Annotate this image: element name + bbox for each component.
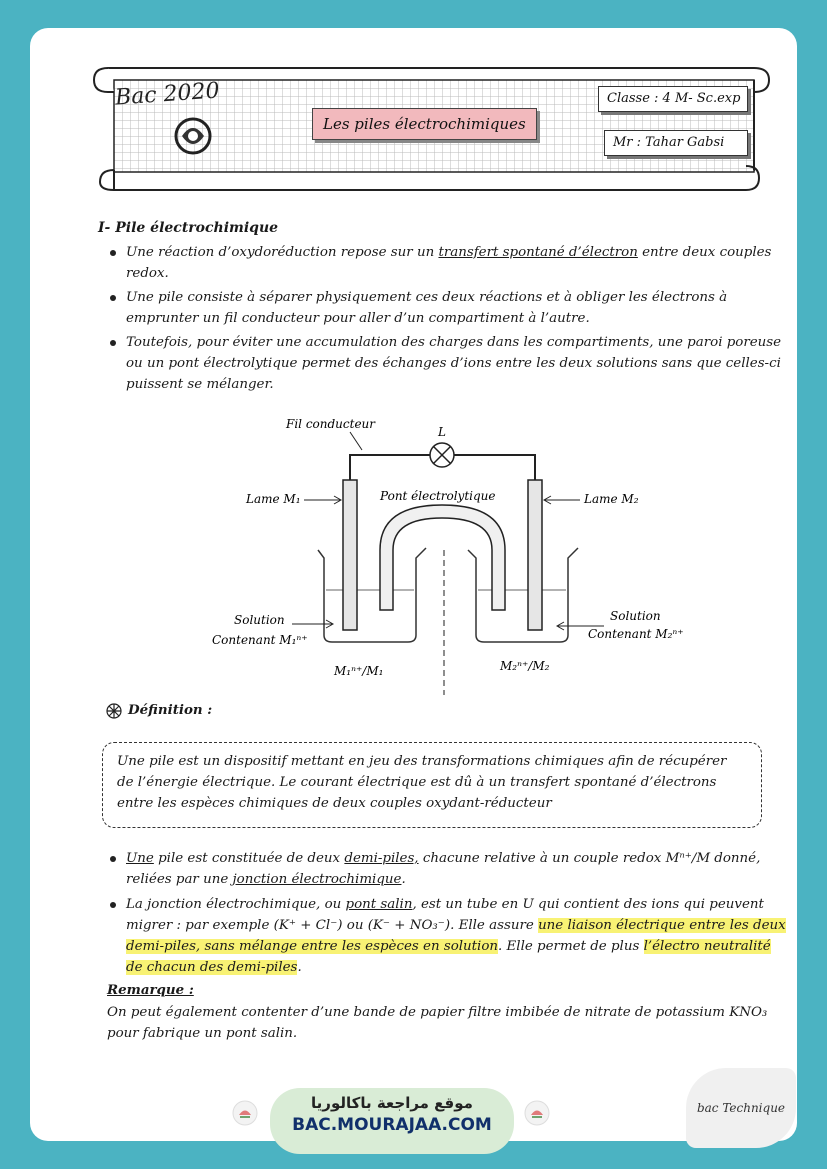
site-logo-icon: [232, 1100, 258, 1126]
conducting-wire: [350, 455, 430, 480]
right-solution-content: Contenant M₂ⁿ⁺: [588, 627, 684, 641]
bridge-label: Pont électrolytique: [380, 489, 496, 503]
bullet-text: pile est constituée de deux: [153, 851, 345, 866]
bullet-text: .: [401, 872, 406, 887]
underlined-text: jonction électrochimique: [232, 872, 402, 887]
pinwheel-icon: [106, 703, 122, 719]
footer-arabic-title: موقع مراجعة باكالوريا: [311, 1094, 473, 1112]
remarque-title: Remarque :: [107, 982, 194, 998]
section-title: I- Pile électrochimique: [98, 220, 279, 236]
bullet-text: Une pile consiste à séparer physiquement ces deux réactions et à obliger les électrons à emprunter un fil conducteur pour aller d’un compartiment à l’autre.: [126, 290, 728, 326]
left-solution-label: Solution: [234, 613, 285, 627]
lamp-label: L: [438, 425, 446, 439]
class-label: Classe : 4 M- Sc.exp: [598, 86, 748, 112]
left-solution-content: Contenant M₁ⁿ⁺: [212, 633, 308, 647]
teacher-label: Mr : Tahar Gabsi: [604, 130, 748, 156]
bullet-text: entre deux couples redox.: [126, 245, 772, 281]
intro-bullets: [108, 242, 788, 395]
bullet-text: chacune relative à un couple redox Mⁿ⁺/M donné, reliées par une: [126, 851, 761, 887]
right-plate: [528, 480, 542, 630]
definition-box: [102, 742, 762, 828]
list-item: [108, 894, 788, 978]
wire-label: Fil conducteur: [286, 417, 376, 431]
school-emblem-icon: [172, 116, 214, 156]
highlighted-text: une liaison électrique entre les deux demi-piles, sans mélange entre les espèces en solution: [126, 918, 786, 954]
bullet-text: Une réaction d’oxydoréduction repose sur un: [126, 245, 439, 260]
right-plate-label: Lame M₂: [584, 492, 639, 506]
list-item: [108, 848, 788, 890]
site-logo-icon: [524, 1100, 550, 1126]
electrochemical-cell-diagram: [200, 410, 720, 695]
bullet-text: . Elle permet de plus: [498, 939, 644, 954]
bullet-text: La jonction électrochimique, ou: [126, 897, 346, 912]
list-item: [108, 287, 788, 329]
list-item: [108, 242, 788, 284]
right-couple-label: M₂ⁿ⁺/M₂: [500, 659, 550, 673]
detail-bullets: [108, 848, 788, 978]
left-couple-label: M₁ⁿ⁺/M₁: [334, 664, 384, 678]
left-plate: [343, 480, 357, 630]
bullet-text: , est un tube en U qui contient des ions qui peuvent migrer : par exemple (K⁺ + Cl⁻) ou (K⁻ + NO₃⁻). Elle assure: [126, 897, 764, 933]
page-title: Les piles électrochimiques: [312, 108, 537, 140]
bullet-text: .: [297, 960, 302, 975]
underlined-text: pont salin: [345, 897, 413, 912]
footer-url-link[interactable]: BAC.MOURAJAA.COM: [292, 1115, 492, 1135]
definition-title: Définition :: [128, 702, 213, 718]
underlined-text: Une: [126, 851, 154, 866]
list-item: [108, 332, 788, 395]
remarque-text: On peut également contenter d’une bande de papier filtre imbibée de nitrate de potassium KNO₃ pour fabrique un pont salin.: [107, 1005, 768, 1041]
footer-banner[interactable]: [270, 1088, 514, 1154]
header-year: Bac 2020: [114, 78, 221, 111]
right-solution-label: Solution: [610, 609, 661, 623]
bullet-underlined: transfert spontané d’électron: [438, 245, 638, 260]
salt-bridge: [380, 505, 505, 610]
definition-text: Une pile est un dispositif mettant en jeu des transformations chimiques afin de récupérer de l’énergie électrique. Le courant électrique est dû à un transfert spontané d’électrons entre les espèces chimiques de deux couples oxydant-réducteur: [117, 754, 727, 811]
bac-technique-badge: bac Technique: [686, 1068, 796, 1148]
underlined-text: demi-piles,: [344, 851, 419, 866]
left-plate-label: Lame M₁: [246, 492, 301, 506]
right-beaker: [468, 548, 578, 642]
bullet-text: Toutefois, pour éviter une accumulation des charges dans les compartiments, une paroi poreuse ou un pont électrolytique permet des échanges d’ions entre les deux solutions sans que celles-ci puissent se mélanger.: [126, 335, 782, 392]
highlighted-text: l’électro neutralité de chacun des demi-piles: [126, 939, 771, 975]
left-beaker: [318, 548, 426, 642]
